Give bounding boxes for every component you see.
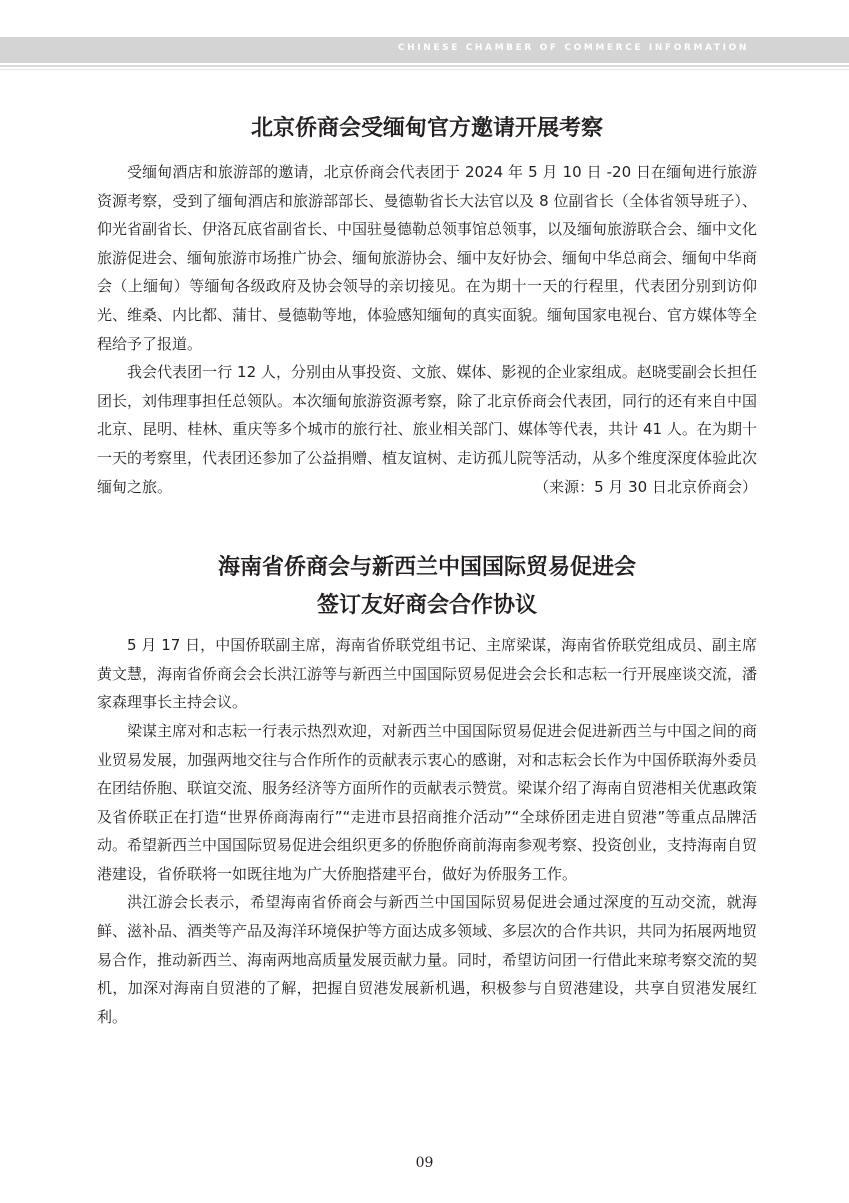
article-title-line: 海南省侨商会与新西兰中国国际贸易促进会: [217, 555, 636, 581]
page-number: 09: [415, 1155, 434, 1171]
article-source: （来源：5 月 30 日北京侨商会）: [534, 477, 757, 496]
article-title: [97, 549, 757, 625]
article-paragraph: 受缅甸酒店和旅游部的邀请，北京侨商会代表团于 2024 年 5 月 10 日 -20 日在缅甸进行旅游资源考察，受到了缅甸酒店和旅游部部长、曼德勒省长大法官以及 8 位副省长（全体省领导班子）、仰光省副省长、伊洛瓦底省副省长、中国驻曼德勒总领事馆总领事，以及缅甸旅游联合会、缅中文化旅游促进会、缅甸旅游市场推广协会、缅甸旅游协会、缅中友好协会、缅甸中华总商会、缅甸中华商会（上缅甸）等缅甸各级政府及协会领导的亲切接见。在为期十一天的行程里，代表团分别到访仰光、维桑、内比都、蒲甘、曼德勒等地，体验感知缅甸的真实面貌。缅甸国家电视台、官方媒体等全程给予了报道。: [97, 163, 758, 353]
header-divider-thin: [0, 69, 849, 70]
article-paragraph: 梁谋主席对和志耘一行表示热烈欢迎，对新西兰中国国际贸易促进会促进新西兰与中国之间的商业贸易发展，加强两地交往与合作所作的贡献表示衷心的感谢，对和志耘会长作为中国侨联海外委员在团结侨胞、联谊交流、服务经济等方面所作的贡献表示赞赏。梁谋介绍了海南自贸港相关优惠政策及省侨联正在打造“世界侨商海南行”“走进市县招商推介活动”“全球侨团走进自贸港”等重点品牌活动。希望新西兰中国国际贸易促进会组织更多的侨胞侨商前海南参观考察、投资创业，支持海南自贸港建设，省侨联将一如既往地为广大侨胞搭建平台，做好为侨服务工作。: [97, 721, 758, 883]
article-hainan-overseas-chinese-chamber: [97, 549, 757, 1031]
article-paragraph: 洪江游会长表示，希望海南省侨商会与新西兰中国国际贸易促进会通过深度的互动交流，就海鲜、滋补品、酒类等产品及海洋环境保护等方面达成多领域、多层次的合作共识，共同为拓展两地贸易合作，推动新西兰、海南两地高质量发展贡献力量。同时，希望访问团一行借此来琼考察交流的契机，加深对海南自贸港的了解，把握自贸港发展新机遇，积极参与自贸港建设，共享自贸港发展红利。: [97, 893, 758, 1026]
article-title-line: 签订友好商会合作协议: [316, 593, 537, 619]
article-paragraph: 5 月 17 日，中国侨联副主席，海南省侨联党组书记、主席梁谋，海南省侨联党组成员、副主席黄文慧，海南省侨商会会长洪江游等与新西兰中国国际贸易促进会会长和志耘一行开展座谈交流，潘家森理事长主持会议。: [97, 636, 758, 712]
article-beijing-overseas-chinese-chamber: [97, 110, 757, 501]
header-band: [0, 37, 849, 63]
page-content: [97, 110, 757, 1031]
article-title-line: 北京侨商会受缅甸官方邀请开展考察: [250, 116, 603, 141]
header-divider: [0, 65, 849, 67]
article-paragraph-text: 我会代表团一行 12 人，分别由从事投资、文旅、媒体、影视的企业家组成。赵晓雯副会长担任团长，刘伟理事担任总领队。本次缅甸旅游资源考察，除了北京侨商会代表团，同行的还有来自中国北京、昆明、桂林、重庆等多个城市的旅行社、旅业相关部门、媒体等代表，共计 41 人。在为期十一天的考察里，代表团还参加了公益捐赠、植友谊树、走访孤儿院等活动，从多个维度深度体验此次缅甸之旅。: [97, 363, 758, 496]
article-paragraph-with-source: [97, 358, 757, 501]
article-title: [97, 110, 757, 148]
publication-name: CHINESE CHAMBER OF COMMERCE INFORMATION: [397, 43, 749, 53]
